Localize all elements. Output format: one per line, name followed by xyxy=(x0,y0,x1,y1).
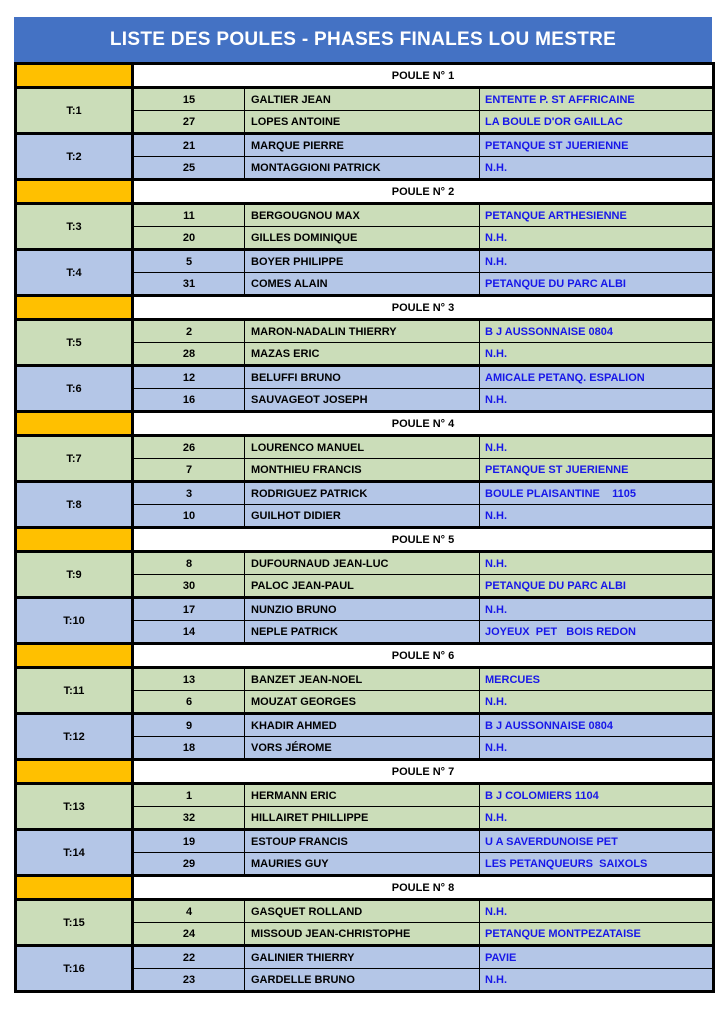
player-name: RODRIGUEZ PATRICK xyxy=(245,482,480,505)
player-number: 15 xyxy=(133,88,245,111)
page-title: LISTE DES POULES - PHASES FINALES LOU MESTRE xyxy=(14,17,712,62)
player-name: MONTAGGIONI PATRICK xyxy=(245,157,480,180)
player-club: N.H. xyxy=(480,737,714,760)
player-number: 2 xyxy=(133,320,245,343)
player-name: MAURIES GUY xyxy=(245,853,480,876)
poule-header-row xyxy=(16,644,714,668)
terrain-label: T:10 xyxy=(16,598,133,644)
player-name: GARDELLE BRUNO xyxy=(245,969,480,992)
player-name: MISSOUD JEAN-CHRISTOPHE xyxy=(245,923,480,946)
player-club: N.H. xyxy=(480,250,714,273)
player-name: COMES ALAIN xyxy=(245,273,480,296)
player-row xyxy=(16,250,714,273)
poule-marker-cell xyxy=(16,64,133,88)
player-number: 23 xyxy=(133,969,245,992)
player-number: 21 xyxy=(133,134,245,157)
poule-marker-cell xyxy=(16,412,133,436)
player-name: MONTHIEU FRANCIS xyxy=(245,459,480,482)
player-row xyxy=(16,784,714,807)
poule-header-row xyxy=(16,180,714,204)
poule-label: POULE N° 3 xyxy=(133,296,714,320)
player-row xyxy=(16,320,714,343)
player-number: 31 xyxy=(133,273,245,296)
player-club: N.H. xyxy=(480,227,714,250)
player-row xyxy=(16,482,714,505)
poule-marker-cell xyxy=(16,296,133,320)
poule-header-row xyxy=(16,64,714,88)
poule-label: POULE N° 1 xyxy=(133,64,714,88)
terrain-label: T:3 xyxy=(16,204,133,250)
player-row xyxy=(16,946,714,969)
terrain-label: T:9 xyxy=(16,552,133,598)
poule-header-row xyxy=(16,528,714,552)
terrain-label: T:5 xyxy=(16,320,133,366)
player-name: MOUZAT GEORGES xyxy=(245,691,480,714)
player-number: 22 xyxy=(133,946,245,969)
player-number: 11 xyxy=(133,204,245,227)
player-number: 4 xyxy=(133,900,245,923)
player-club: LA BOULE D'OR GAILLAC xyxy=(480,111,714,134)
player-number: 25 xyxy=(133,157,245,180)
poule-label: POULE N° 4 xyxy=(133,412,714,436)
player-club: PETANQUE MONTPEZATAISE xyxy=(480,923,714,946)
player-name: HILLAIRET PHILLIPPE xyxy=(245,807,480,830)
poule-label: POULE N° 8 xyxy=(133,876,714,900)
player-number: 9 xyxy=(133,714,245,737)
player-name: KHADIR AHMED xyxy=(245,714,480,737)
poule-marker-cell xyxy=(16,528,133,552)
terrain-label: T:7 xyxy=(16,436,133,482)
terrain-label: T:13 xyxy=(16,784,133,830)
player-club: PETANQUE ST JUERIENNE xyxy=(480,134,714,157)
player-club: N.H. xyxy=(480,436,714,459)
player-row xyxy=(16,88,714,111)
player-name: BANZET JEAN-NOEL xyxy=(245,668,480,691)
player-name: MARQUE PIERRE xyxy=(245,134,480,157)
player-name: LOURENCO MANUEL xyxy=(245,436,480,459)
player-number: 19 xyxy=(133,830,245,853)
player-club: N.H. xyxy=(480,343,714,366)
player-club: U A SAVERDUNOISE PET xyxy=(480,830,714,853)
player-number: 1 xyxy=(133,784,245,807)
player-number: 32 xyxy=(133,807,245,830)
player-name: GASQUET ROLLAND xyxy=(245,900,480,923)
player-club: N.H. xyxy=(480,691,714,714)
player-club: MERCUES xyxy=(480,668,714,691)
player-name: NEPLE PATRICK xyxy=(245,621,480,644)
player-club: ENTENTE P. ST AFFRICAINE xyxy=(480,88,714,111)
player-club: LES PETANQUEURS SAIXOLS xyxy=(480,853,714,876)
player-row xyxy=(16,134,714,157)
player-number: 5 xyxy=(133,250,245,273)
player-number: 30 xyxy=(133,575,245,598)
player-club: N.H. xyxy=(480,900,714,923)
poule-marker-cell xyxy=(16,760,133,784)
player-club: B J COLOMIERS 1104 xyxy=(480,784,714,807)
terrain-label: T:16 xyxy=(16,946,133,992)
terrain-label: T:15 xyxy=(16,900,133,946)
player-name: SAUVAGEOT JOSEPH xyxy=(245,389,480,412)
poule-label: POULE N° 7 xyxy=(133,760,714,784)
player-number: 16 xyxy=(133,389,245,412)
poule-header-row xyxy=(16,296,714,320)
player-club: PETANQUE DU PARC ALBI xyxy=(480,273,714,296)
terrain-label: T:1 xyxy=(16,88,133,134)
player-number: 14 xyxy=(133,621,245,644)
player-number: 3 xyxy=(133,482,245,505)
player-row xyxy=(16,552,714,575)
player-club: N.H. xyxy=(480,807,714,830)
player-number: 12 xyxy=(133,366,245,389)
poule-marker-cell xyxy=(16,876,133,900)
player-number: 28 xyxy=(133,343,245,366)
player-row xyxy=(16,900,714,923)
player-name: DUFOURNAUD JEAN-LUC xyxy=(245,552,480,575)
player-row xyxy=(16,436,714,459)
terrain-label: T:6 xyxy=(16,366,133,412)
player-row xyxy=(16,598,714,621)
terrain-label: T:14 xyxy=(16,830,133,876)
player-number: 18 xyxy=(133,737,245,760)
player-club: N.H. xyxy=(480,389,714,412)
poules-table xyxy=(14,62,715,993)
player-club: N.H. xyxy=(480,552,714,575)
player-club: PAVIE xyxy=(480,946,714,969)
player-number: 17 xyxy=(133,598,245,621)
player-row xyxy=(16,366,714,389)
player-club: JOYEUX PET BOIS REDON xyxy=(480,621,714,644)
player-name: BERGOUGNOU MAX xyxy=(245,204,480,227)
player-club: PETANQUE ST JUERIENNE xyxy=(480,459,714,482)
poule-header-row xyxy=(16,876,714,900)
player-number: 6 xyxy=(133,691,245,714)
poule-label: POULE N° 6 xyxy=(133,644,714,668)
player-club: N.H. xyxy=(480,969,714,992)
player-club: PETANQUE DU PARC ALBI xyxy=(480,575,714,598)
terrain-label: T:4 xyxy=(16,250,133,296)
player-row xyxy=(16,830,714,853)
terrain-label: T:2 xyxy=(16,134,133,180)
player-number: 20 xyxy=(133,227,245,250)
player-row xyxy=(16,204,714,227)
player-name: NUNZIO BRUNO xyxy=(245,598,480,621)
player-club: PETANQUE ARTHESIENNE xyxy=(480,204,714,227)
poule-header-row xyxy=(16,412,714,436)
player-name: GALTIER JEAN xyxy=(245,88,480,111)
player-name: PALOC JEAN-PAUL xyxy=(245,575,480,598)
player-name: GILLES DOMINIQUE xyxy=(245,227,480,250)
player-name: BELUFFI BRUNO xyxy=(245,366,480,389)
player-name: VORS JÉROME xyxy=(245,737,480,760)
player-club: N.H. xyxy=(480,157,714,180)
player-number: 27 xyxy=(133,111,245,134)
player-name: LOPES ANTOINE xyxy=(245,111,480,134)
player-number: 26 xyxy=(133,436,245,459)
poules-table-body xyxy=(16,64,714,992)
poule-label: POULE N° 2 xyxy=(133,180,714,204)
player-club: B J AUSSONNAISE 0804 xyxy=(480,320,714,343)
player-number: 24 xyxy=(133,923,245,946)
player-name: ESTOUP FRANCIS xyxy=(245,830,480,853)
player-name: BOYER PHILIPPE xyxy=(245,250,480,273)
terrain-label: T:12 xyxy=(16,714,133,760)
poule-label: POULE N° 5 xyxy=(133,528,714,552)
terrain-label: T:8 xyxy=(16,482,133,528)
player-row xyxy=(16,714,714,737)
player-name: MARON-NADALIN THIERRY xyxy=(245,320,480,343)
terrain-label: T:11 xyxy=(16,668,133,714)
player-number: 7 xyxy=(133,459,245,482)
player-name: GALINIER THIERRY xyxy=(245,946,480,969)
player-club: BOULE PLAISANTINE 1105 xyxy=(480,482,714,505)
poule-marker-cell xyxy=(16,180,133,204)
player-number: 8 xyxy=(133,552,245,575)
player-number: 13 xyxy=(133,668,245,691)
player-name: HERMANN ERIC xyxy=(245,784,480,807)
player-number: 10 xyxy=(133,505,245,528)
player-name: GUILHOT DIDIER xyxy=(245,505,480,528)
poule-marker-cell xyxy=(16,644,133,668)
player-club: N.H. xyxy=(480,505,714,528)
player-club: N.H. xyxy=(480,598,714,621)
player-number: 29 xyxy=(133,853,245,876)
player-club: AMICALE PETANQ. ESPALION xyxy=(480,366,714,389)
player-name: MAZAS ERIC xyxy=(245,343,480,366)
poule-header-row xyxy=(16,760,714,784)
player-club: B J AUSSONNAISE 0804 xyxy=(480,714,714,737)
player-row xyxy=(16,668,714,691)
